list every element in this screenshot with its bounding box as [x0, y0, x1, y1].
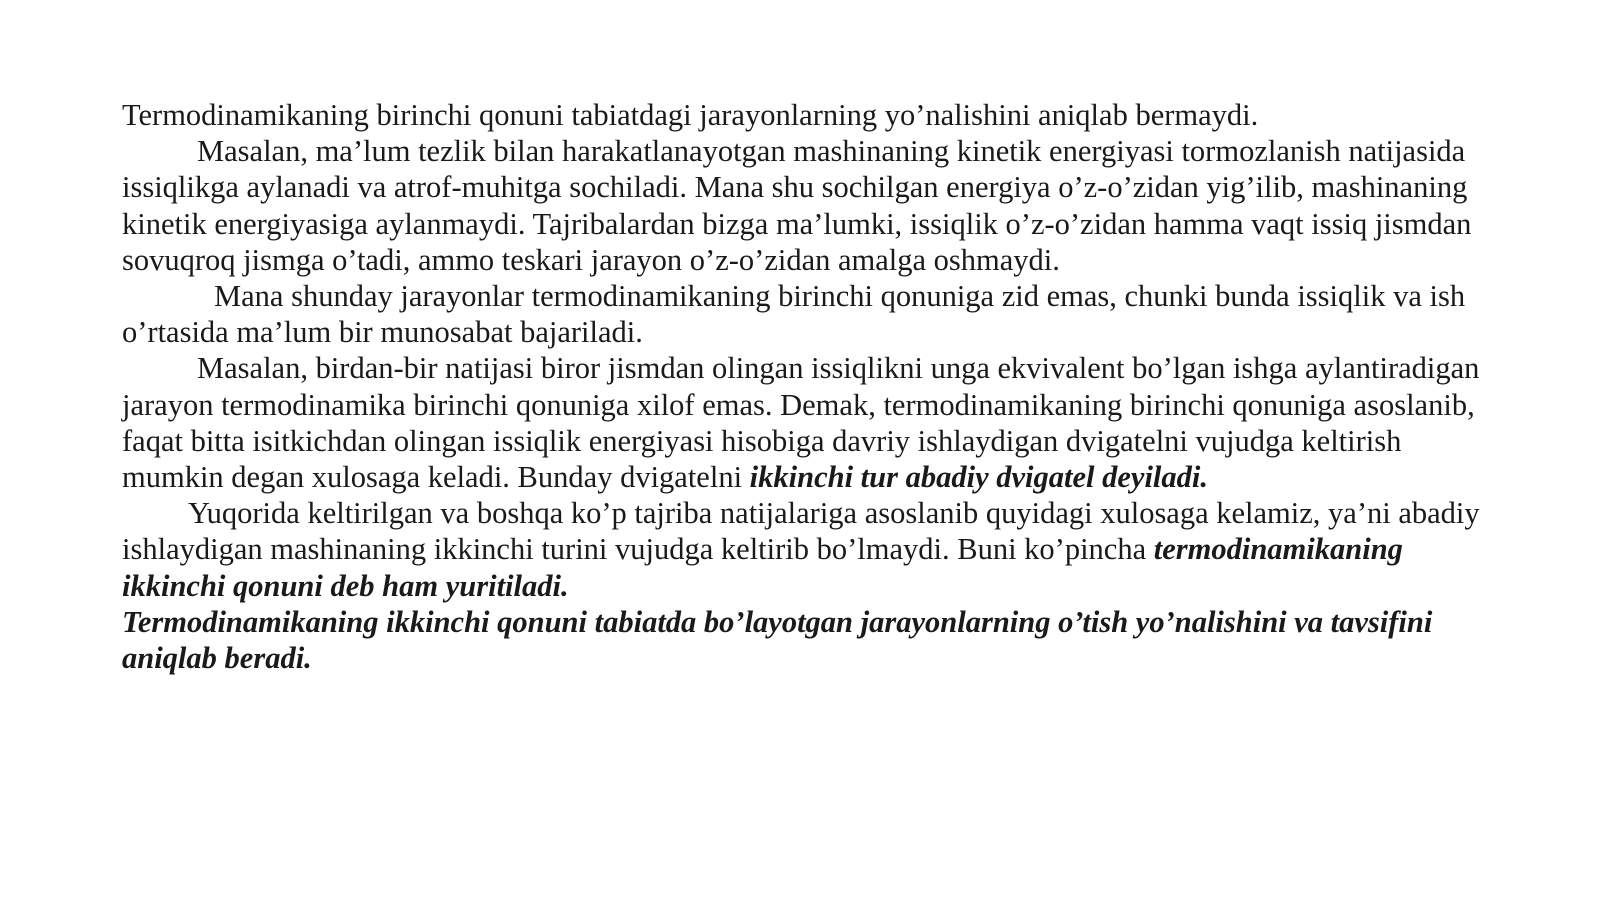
paragraph-1-text: Termodinamikaning birinchi qonuni tabiatdagi jarayonlarning yo’nalishini aniqlab bermaydi.: [122, 98, 1259, 132]
paragraph-5-emphasis: termodinamikaning ikkinchi qonuni deb ham yuritiladi.: [122, 532, 1403, 603]
paragraph-2-text: Masalan, ma’lum tezlik bilan harakatlanayotgan mashinaning kinetik energiyasi tormozlanish natijasida issiqlikga aylanadi va atrof-muhitga sochiladi. Mana shu sochilgan energiya o’z-o’zidan yig’ilib, mashinaning kinetik energiyasiga aylanmaydi. Tajribalardan bizga ma’lumki, issiqlik o’z-o’zidan hamma vaqt issiq jismdan sovuqroq jismga o’tadi, ammo teskari jarayon o’z-o’zidan amalga oshmaydi.: [122, 134, 1472, 277]
paragraph-4: [122, 350, 1492, 495]
paragraph-6: [122, 604, 1492, 676]
paragraph-6-emphasis: Termodinamikaning ikkinchi qonuni tabiatda bo’layotgan jarayonlarning o’tish yo’nalishini va tavsifini aniqlab beradi.: [122, 604, 1433, 676]
paragraph-3: [122, 278, 1492, 350]
paragraph-4-emphasis: ikkinchi tur abadiy dvigatel deyiladi.: [749, 460, 1208, 495]
paragraph-5: [122, 495, 1492, 604]
document-body: [122, 97, 1492, 676]
paragraph-2: [122, 133, 1492, 278]
paragraph-4-text: Masalan, birdan-bir natijasi biror jismdan olingan issiqlikni unga ekvivalent bo’lgan ishga aylantiradigan jarayon termodinamika birinchi qonuniga xilof emas. Demak, termodinamikaning birinchi qonuniga asoslanib, faqat bitta isitkichdan olingan issiqlik energiyasi hisobiga davriy ishlaydigan dvigatelni vujudga keltirish mumkin degan xulosaga keladi. Bunday dvigatelni: [122, 351, 1480, 495]
paragraph-5-text: Yuqorida keltirilgan va boshqa ko’p tajriba natijalariga asoslanib quyidagi xulosaga kelamiz, ya’ni abadiy ishlaydigan mashinaning ikkinchi turini vujudga keltirib bo’lmaydi. Buni ko’pincha: [122, 496, 1480, 567]
paragraph-3-text: Mana shunday jarayonlar termodinamikaning birinchi qonuniga zid emas, chunki bunda issiqlik va ish o’rtasida ma’lum bir munosabat bajariladi.: [122, 279, 1466, 350]
paragraph-1: [122, 97, 1492, 133]
